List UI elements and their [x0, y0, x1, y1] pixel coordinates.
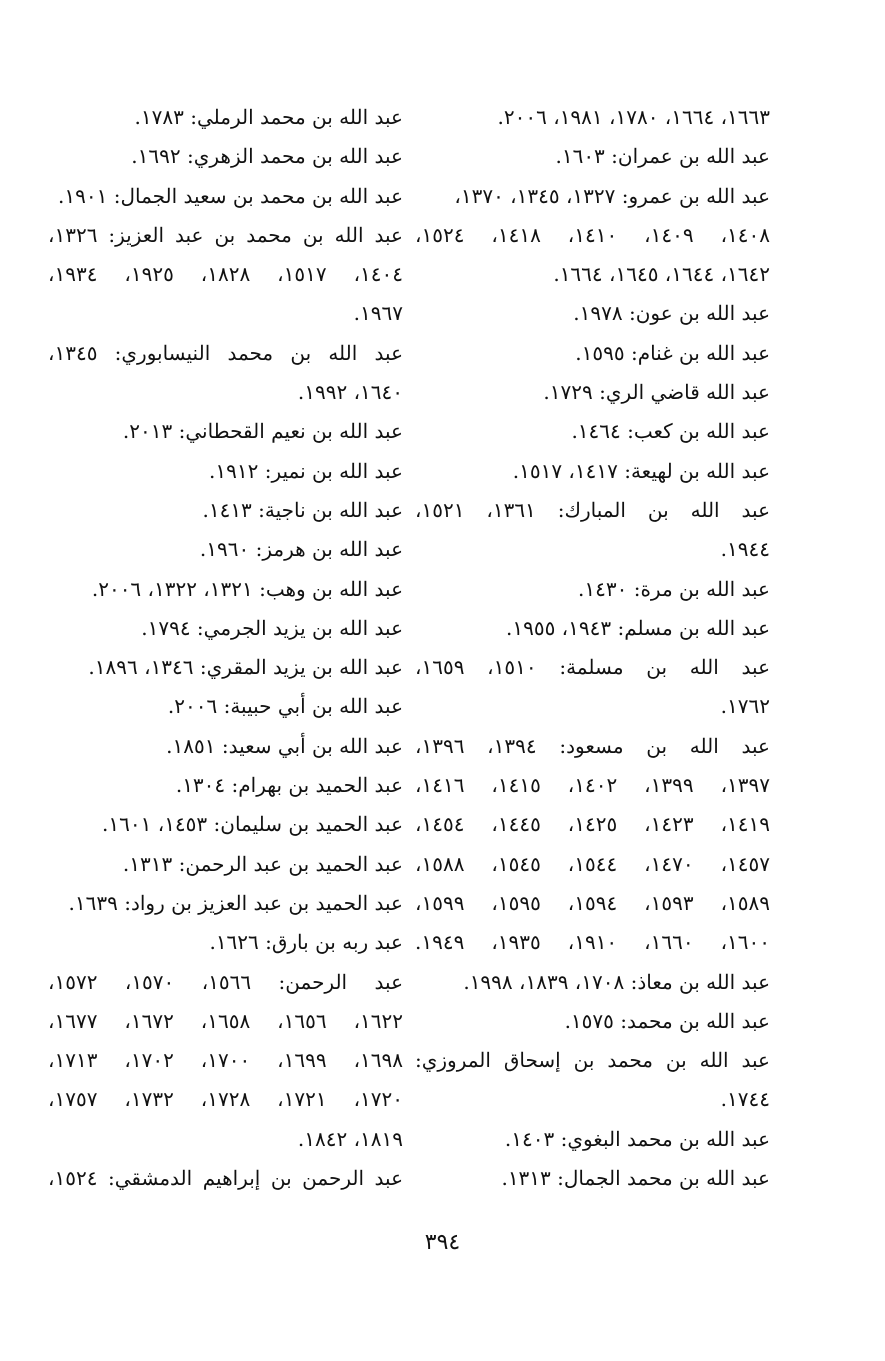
index-entry-line: عبد الرحمن بن إبراهيم الدمشقي: ١٥٢٤،: [48, 1166, 403, 1191]
index-entry-line: ١٧٦٢.: [720, 694, 770, 719]
index-entry-line: عبد الله بن لهيعة: ١٤١٧، ١٥١٧.: [512, 458, 770, 483]
index-entry-line: عبد الله بن أبي حبيبة: ٢٠٠٦.: [167, 694, 403, 719]
index-entry-line: عبد الحميد بن سليمان: ١٤٥٣، ١٦٠١.: [102, 812, 403, 837]
index-entry-line: ١٩٤٤.: [720, 537, 770, 562]
index-entry-line: ١٤٠٨، ١٤٠٩، ١٤١٠، ١٤١٨، ١٥٢٤،: [415, 222, 770, 247]
index-entry-line: عبد الله بن محمد: ١٥٧٥.: [564, 1008, 770, 1033]
index-entry-line: عبد الله بن هرمز: ١٩٦٠.: [199, 537, 403, 562]
index-entry-line: عبد الله بن مسلمة: ١٥١٠، ١٦٥٩،: [415, 655, 770, 680]
index-entry-line: عبد الله بن محمد النيسابوري: ١٣٤٥،: [48, 340, 403, 365]
index-entry-line: عبد الحميد بن عبد الرحمن: ١٣١٣.: [122, 851, 403, 876]
index-entry-line: ١٦٢٢، ١٦٥٦، ١٦٥٨، ١٦٧٢، ١٦٧٧،: [48, 1008, 403, 1033]
index-entry-line: عبد الله قاضي الري: ١٧٢٩.: [543, 380, 770, 405]
index-entry-line: عبد الحميد بن بهرام: ١٣٠٤.: [175, 773, 403, 798]
index-entry-line: عبد الله بن محمد الرملي: ١٧٨٣.: [134, 105, 403, 129]
index-entry-line: ١٧٢٠، ١٧٢١، ١٧٢٨، ١٧٣٢، ١٧٥٧،: [48, 1087, 403, 1112]
index-entry-line: عبد الرحمن: ١٥٦٦، ١٥٧٠، ١٥٧٢،: [48, 969, 403, 994]
index-entry-line: عبد الله بن عمرو: ١٣٢٧، ١٣٤٥، ١٣٧٠،: [454, 183, 770, 208]
index-entry-line: عبد الله بن مسلم: ١٩٤٣، ١٩٥٥.: [505, 615, 770, 640]
index-entry-line: ١٨١٩، ١٨٤٢.: [297, 1126, 403, 1151]
index-entry-line: ١٦٤٠، ١٩٩٢.: [297, 380, 403, 405]
index-entry-line: عبد الله بن غنام: ١٥٩٥.: [575, 340, 770, 365]
index-entry-line: ١٤١٩، ١٤٢٣، ١٤٢٥، ١٤٤٥، ١٤٥٤،: [415, 812, 770, 837]
index-entry-line: ١٦٦٣، ١٦٦٤، ١٧٨٠، ١٩٨١، ٢٠٠٦.: [497, 105, 770, 129]
index-entry-line: ١٤٠٤، ١٥١٧، ١٨٢٨، ١٩٢٥، ١٩٣٤،: [48, 262, 403, 287]
index-entry-line: عبد الله بن عمران: ١٦٠٣.: [555, 144, 770, 169]
index-entry-line: ١٧٤٤.: [720, 1087, 770, 1112]
index-entry-line: عبد الله بن محمد الزهري: ١٦٩٢.: [131, 144, 403, 169]
index-entry-line: ١٥٨٩، ١٥٩٣، ١٥٩٤، ١٥٩٥، ١٥٩٩،: [415, 890, 770, 915]
index-entry-line: ١٦٩٨، ١٦٩٩، ١٧٠٠، ١٧٠٢، ١٧١٣،: [48, 1048, 403, 1073]
index-column-left: [48, 98, 403, 1198]
index-entry-line: عبد الله بن وهب: ١٣٢١، ١٣٢٢، ٢٠٠٦.: [91, 576, 403, 601]
index-entry-line: عبد الحميد بن عبد العزيز بن رواد: ١٦٣٩.: [68, 890, 403, 915]
index-entry-line: عبد الله بن نمير: ١٩١٢.: [209, 458, 403, 483]
index-entry-line: عبد الله بن يزيد المقري: ١٣٤٦، ١٨٩٦.: [88, 655, 403, 680]
index-entry-line: عبد الله بن عون: ١٩٧٨.: [573, 301, 770, 326]
page-number: ٣٩٤: [424, 1230, 461, 1255]
index-entry-line: عبد الله بن معاذ: ١٧٠٨، ١٨٣٩، ١٩٩٨.: [463, 969, 770, 994]
index-entry-line: عبد الله بن المبارك: ١٣٦١، ١٥٢١،: [415, 497, 770, 522]
index-entry-line: عبد الله بن محمد الجمال: ١٣١٣.: [501, 1166, 770, 1191]
index-entry-line: عبد الله بن كعب: ١٤٦٤.: [571, 419, 770, 444]
index-entry-line: عبد الله بن مرة: ١٤٣٠.: [578, 576, 770, 601]
index-entry-line: عبد الله بن محمد بن عبد العزيز: ١٣٢٦،: [48, 222, 403, 247]
index-entry-line: عبد الله بن ناجية: ١٤١٣.: [202, 497, 403, 522]
index-column-right: [415, 98, 770, 1198]
index-entry-line: ١٣٩٧، ١٣٩٩، ١٤٠٢، ١٤١٥، ١٤١٦،: [415, 773, 770, 798]
index-entry-line: عبد الله بن نعيم القحطاني: ٢٠١٣.: [122, 419, 403, 444]
index-entry-line: ١٤٥٧، ١٤٧٠، ١٥٤٤، ١٥٤٥، ١٥٨٨،: [415, 851, 770, 876]
index-entry-line: عبد الله بن يزيد الجرمي: ١٧٩٤.: [141, 615, 403, 640]
index-entry-line: عبد الله بن مسعود: ١٣٩٤، ١٣٩٦،: [415, 733, 770, 758]
index-entry-line: عبد الله بن أبي سعيد: ١٨٥١.: [166, 733, 403, 758]
index-entry-line: عبد الله بن محمد بن إسحاق المروزي:: [415, 1048, 770, 1073]
index-entry-line: عبد ربه بن بارق: ١٦٢٦.: [209, 930, 403, 955]
index-entry-line: عبد الله بن محمد البغوي: ١٤٠٣.: [504, 1126, 770, 1151]
index-entry-line: ١٩٦٧.: [353, 301, 403, 326]
index-entry-line: ١٦٤٢، ١٦٤٤، ١٦٤٥، ١٦٦٤.: [553, 262, 770, 287]
index-entry-line: عبد الله بن محمد بن سعيد الجمال: ١٩٠١.: [58, 183, 403, 208]
index-entry-line: ١٦٠٠، ١٦٦٠، ١٩١٠، ١٩٣٥، ١٩٤٩.: [415, 930, 770, 955]
